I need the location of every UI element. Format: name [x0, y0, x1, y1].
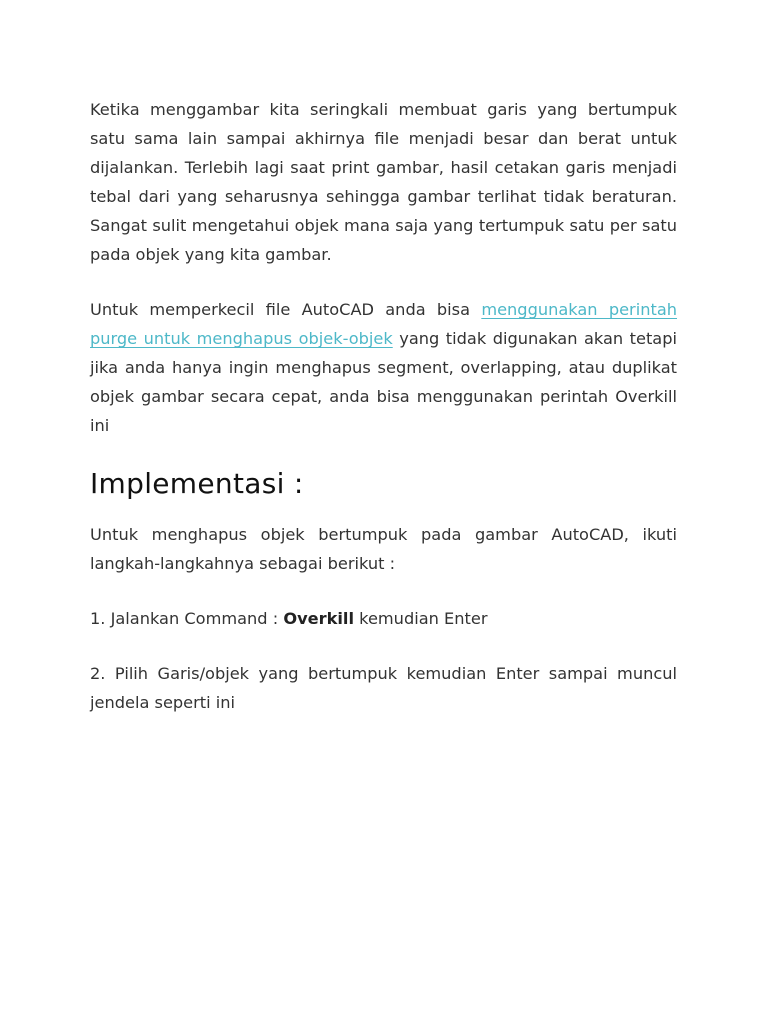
paragraph-text-before-link: Untuk memperkecil file AutoCAD anda bisa	[90, 300, 482, 319]
overkill-command-name: Overkill	[283, 609, 355, 628]
intro-paragraph: Ketika menggambar kita seringkali membuat garis yang bertumpuk satu sama lain sampai akhirnya file menjadi besar dan berat untuk dijalankan. Terlebih lagi saat print gambar, hasil cetakan garis menjadi tebal dari yang seharusnya sehingga gambar terlihat tidak beraturan. Sangat sulit mengetahui objek mana saja yang tertumpuk satu per satu pada objek yang kita gambar.	[90, 100, 677, 264]
step-1	[90, 604, 677, 633]
steps-intro-paragraph: Untuk menghapus objek bertumpuk pada gambar AutoCAD, ikuti langkah-langkahnya sebagai berikut :	[90, 525, 677, 573]
purge-command-link[interactable]: menggunakan perintah purge untuk menghapus objek-objek	[90, 300, 677, 348]
autocad-size-paragraph	[90, 295, 677, 440]
step-2: 2. Pilih Garis/objek yang bertumpuk kemudian Enter sampai muncul jendela seperti ini	[90, 664, 677, 712]
paragraph-text-after-link: yang tidak digunakan akan tetapi jika anda hanya ingin menghapus segment, overlapping, atau duplikat objek gambar secara cepat, anda bisa menggunakan perintah Overkill ini	[90, 329, 677, 435]
article-body	[90, 95, 677, 743]
step-1-text-before: 1. Jalankan Command :	[90, 609, 284, 628]
implementation-heading: Implementasi :	[90, 467, 304, 500]
step-1-text-after: kemudian Enter	[354, 609, 488, 628]
